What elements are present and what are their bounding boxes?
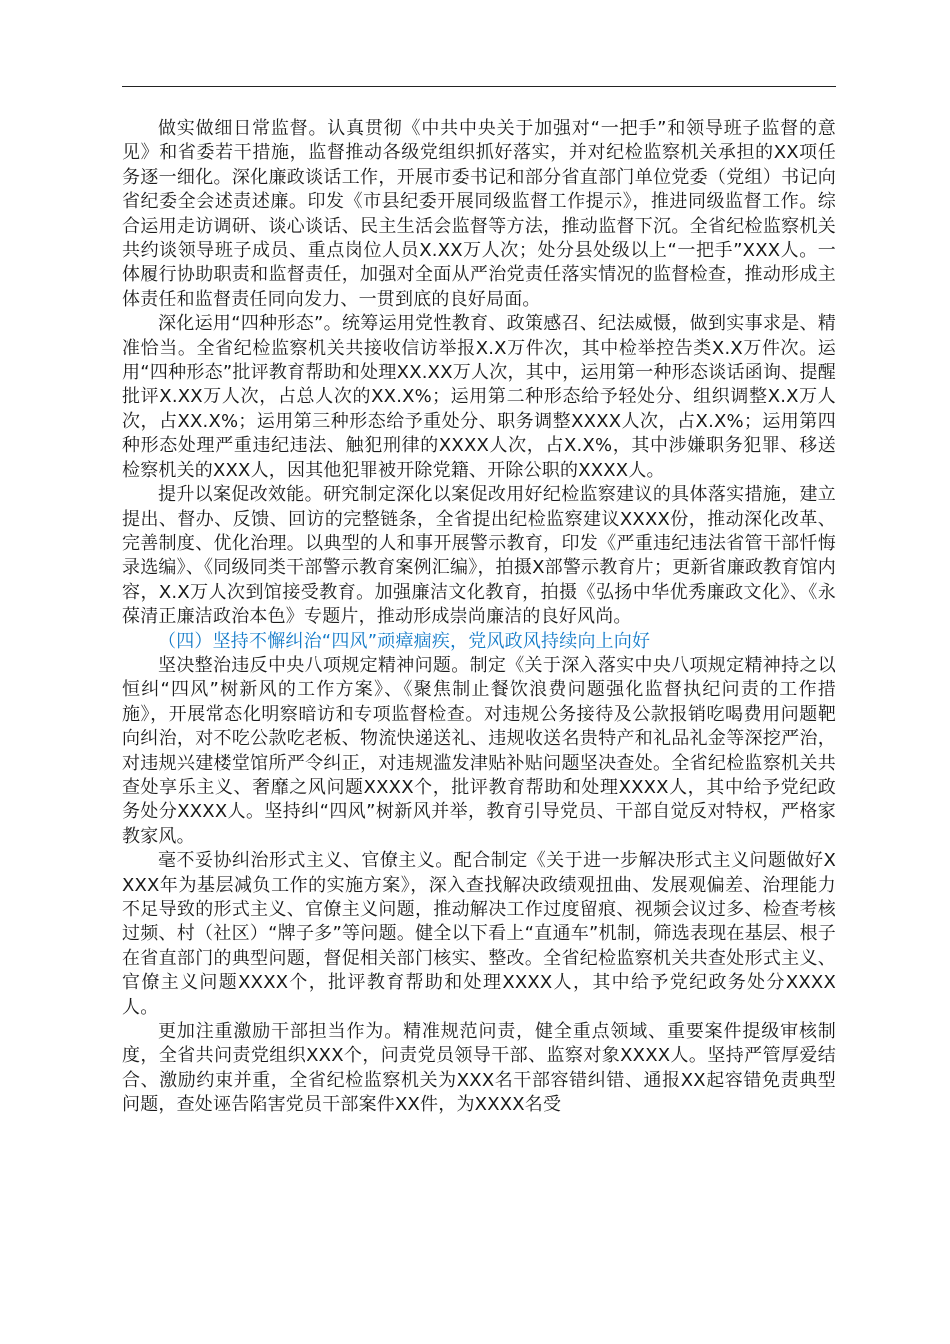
document-body bbox=[122, 117, 836, 1118]
paragraph-eight-rules: 坚决整治违反中央八项规定精神问题。制定《关于深入落实中央八项规定精神持之以恒纠“四风”树新风的工作方案》、《聚焦制止餐饮浪费问题强化监督执纪问责的工作措施》，开展常态化明察暗访和专项监督检查。对违规公务接待及公款报销吃喝费用问题靶向纠治，对不吃公款吃老板、物流快递送礼、违规收送名贵特产和礼品礼金等深挖严治，对违规兴建楼堂馆所严令纠正，对违规滥发津贴补贴问题坚决查处。全省纪检监察机关共查处享乐主义、奢靡之风问题XXXX个，批评教育帮助和处理XXXX人，其中给予党纪政务处分XXXX人。坚持纠“四风”树新风并举，教育引导党员、干部自觉反对特权，严格家教家风。 bbox=[122, 654, 836, 847]
paragraph-daily-supervision: 做实做细日常监督。认真贯彻《中共中央关于加强对“一把手”和领导班子监督的意见》和省委若干措施，监督推动各级党组织抓好落实，并对纪检监察机关承担的XX项任务逐一细化。深化廉政谈话工作，开展市委书记和部分省直部门单位党委（党组）书记向省纪委全会述责述廉。印发《市县纪委开展同级监督工作提示》，推进同级监督工作。综合运用走访调研、谈心谈话、民主生活会监督等方法，推动监督下沉。全省纪检监察机关共约谈领导班子成员、重点岗位人员X.XX万人次；处分县处级以上“一把手”XXX人。一体履行协助职责和监督责任，加强对全面从严治党责任落实情况的监督检查，推动形成主体责任和监督责任同向发力、一贯到底的良好局面。 bbox=[122, 118, 836, 310]
header-rule bbox=[122, 86, 836, 87]
paragraph-four-forms: 深化运用“四种形态”。统筹运用党性教育、政策感召、纪法威慑，做到实事求是、精准恰当。全省纪检监察机关共接收信访举报X.X万件次，其中检举控告类X.X万件次。运用“四种形态”批评教育帮助和处理XX.XX万人次，其中，运用第一种形态谈话函询、提醒批评X.XX万人次，占总人次的XX.X%；运用第二种形态给予轻处分、组织调整X.X万人次，占XX.X%；运用第三种形态给予重处分、职务调整XXXX人次，占X.X%；运用第四种形态处理严重违纪违法、触犯刑律的XXXX人次，占X.X%，其中涉嫌职务犯罪、移送检察机关的XXX人，因其他犯罪被开除党籍、开除公职的XXXX人。 bbox=[122, 313, 836, 481]
paragraph-formalism: 毫不妥协纠治形式主义、官僚主义。配合制定《关于进一步解决形式主义问题做好XXXX年为基层减负工作的实施方案》，深入查找解决政绩观扭曲、发展观偏差、治理能力不足导致的形式主义、官僚主义问题，推动解决工作过度留痕、视频会议过多、检查考核过频、村（社区）“牌子多”等问题。健全以下看上“直通车”机制，筛选表现在基层、根子在省直部门的典型问题，督促相关部门核实、整改。全省纪检监察机关共查处形式主义、官僚主义问题XXXX个，批评教育帮助和处理XXXX人，其中给予党纪政务处分XXXX人。 bbox=[122, 850, 836, 1018]
paragraph-case-reform: 提升以案促改效能。研究制定深化以案促改用好纪检监察建议的具体落实措施，建立提出、督办、反馈、回访的完整链条，全省提出纪检监察建议XXXX份，推动深化改革、完善制度、优化治理。以典型的人和事开展警示教育，印发《严重违纪违法省管干部忏悔录选编》、《同级同类干部警示教育案例汇编》，拍摄X部警示教育片；更新省廉政教育馆内容，X.X万人次到馆接受教育。加强廉洁文化教育，拍摄《弘扬中华优秀廉政文化》、《永葆清正廉洁政治本色》专题片，推动形成崇尚廉洁的良好风尚。 bbox=[122, 484, 836, 628]
paragraph-cadre-incentive: 更加注重激励干部担当作为。精准规范问责，健全重点领域、重要案件提级审核制度，全省共问责党组织XXX个，问责党员领导干部、监察对象XXXX人。坚持严管厚爱结合、激励约束并重，全省纪检监察机关为XXX名干部容错纠错、通报XX起容错免责典型问题，查处诬告陷害党员干部案件XX件，为XXXX名受 bbox=[122, 1021, 836, 1116]
section-heading: （四）坚持不懈纠治“四风”顽瘴痼疾，党风政风持续向上向好 bbox=[158, 630, 651, 652]
